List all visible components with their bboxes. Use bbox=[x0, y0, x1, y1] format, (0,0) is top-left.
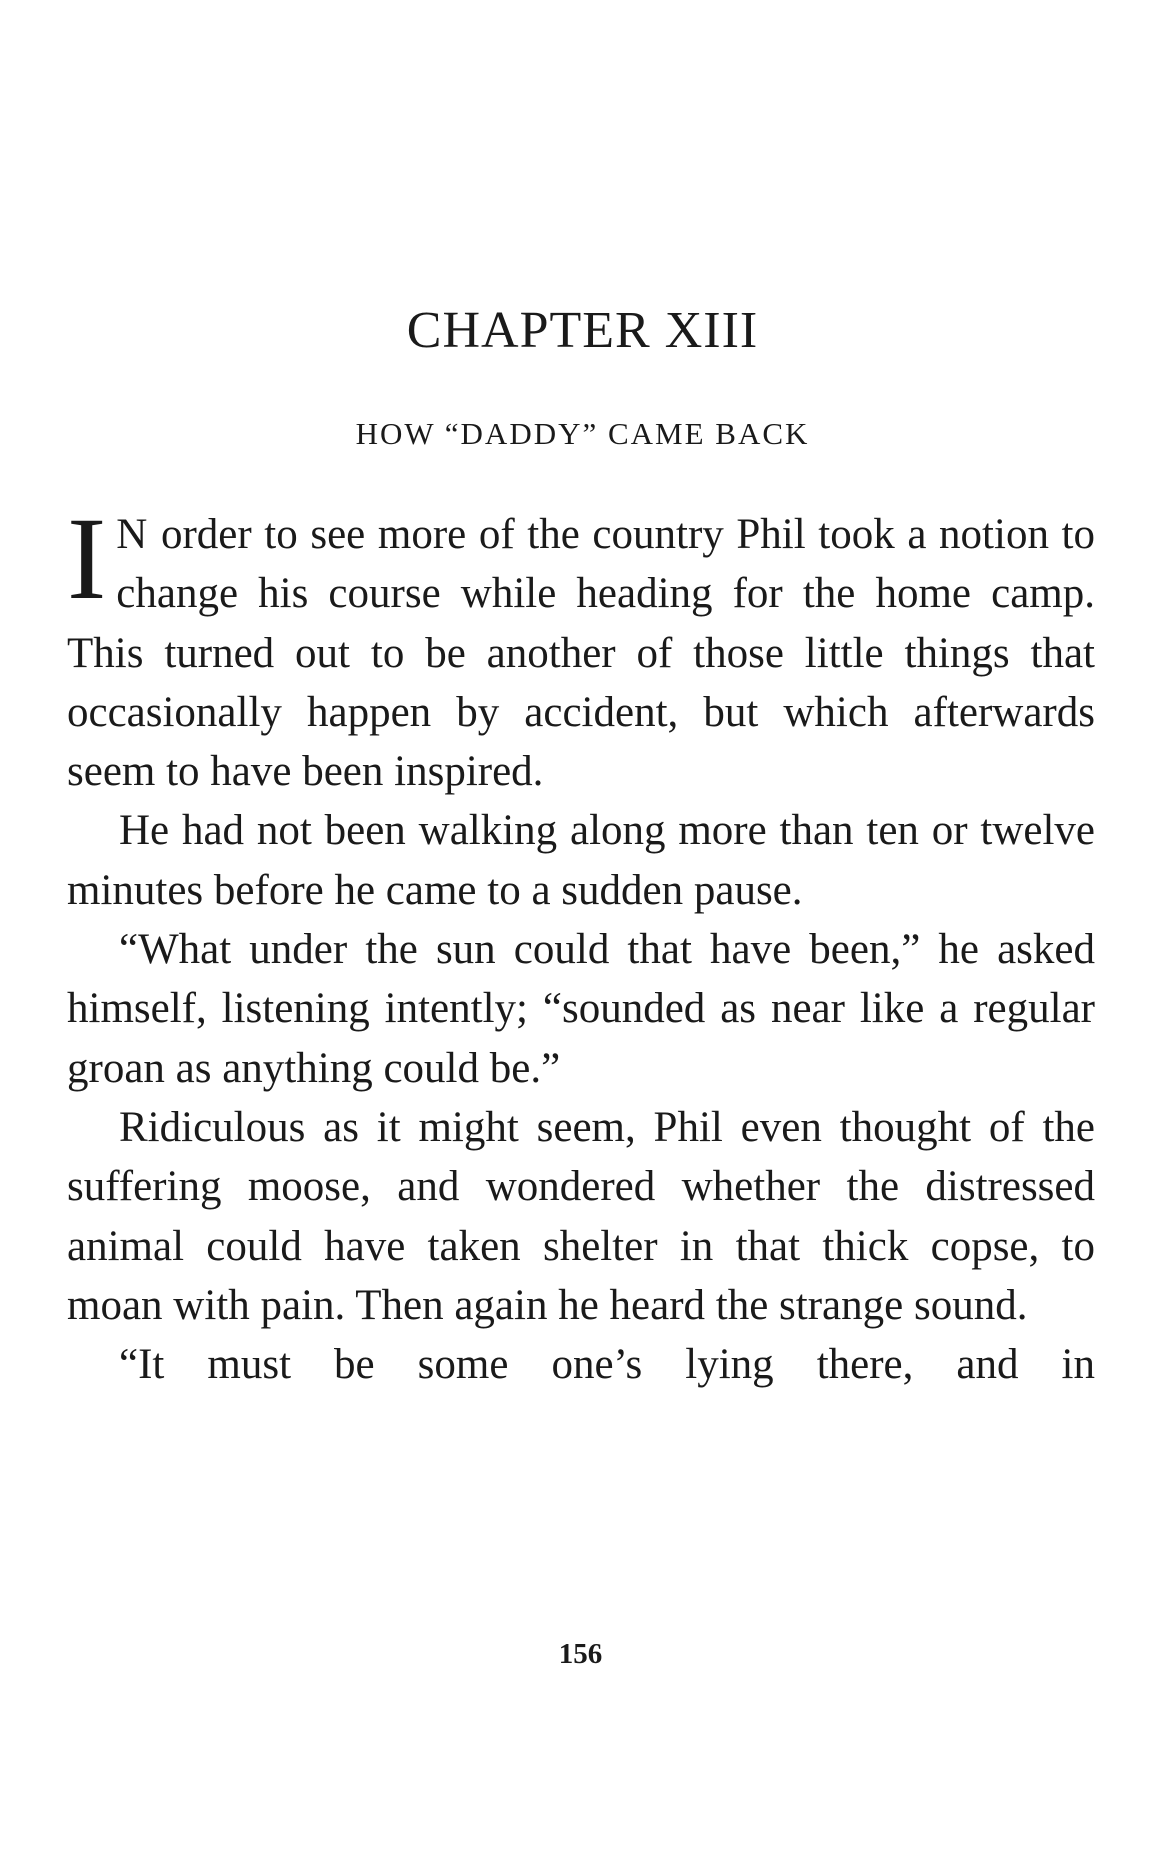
paragraph-2: He had not been walking along more than ten or twelve minutes before he came to a sudden pause. bbox=[67, 807, 1095, 914]
drop-cap: I bbox=[67, 493, 107, 624]
paragraph-3: “What under the sun could that have been,” he asked himself, listening intently; “sounded as near like a regular groan as anything could be.” bbox=[67, 926, 1095, 1092]
paragraph-5: “It must be some one’s lying there, and in bbox=[119, 1341, 1095, 1389]
chapter-title: CHAPTER XIII bbox=[406, 302, 759, 359]
chapter-body bbox=[67, 493, 1095, 1394]
page-number: 156 bbox=[558, 1638, 603, 1670]
chapter-subtitle: HOW “DADDY” CAME BACK bbox=[355, 416, 810, 451]
paragraph-4: Ridiculous as it might seem, Phil even thought of the suffering moose, and wondered whether the distressed animal could have taken shelter in that thick copse, to moan with pain. Then again he heard the strange sound. bbox=[67, 1103, 1095, 1329]
first-word-rest: N bbox=[116, 511, 149, 558]
paragraph-1-text: order to see more of the country Phil took a notion to change his course while heading for the home camp. This turned out to be another of those little things that occasionally happen by accident, but which afterwards seem to have been inspired. bbox=[67, 511, 1095, 796]
paragraph-1 bbox=[67, 493, 1095, 801]
